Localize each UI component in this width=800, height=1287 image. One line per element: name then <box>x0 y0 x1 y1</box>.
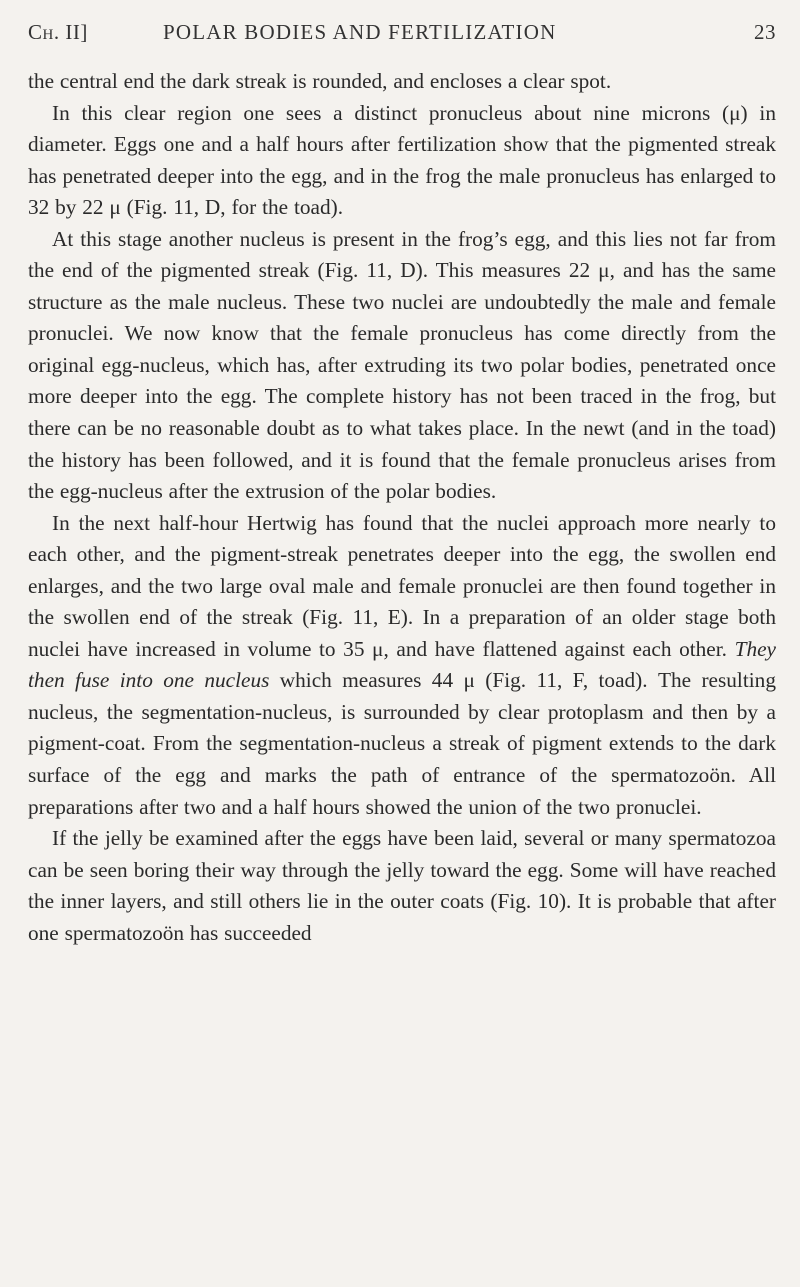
paragraph: If the jelly be examined after the eggs have been laid, several or many spermatozoa can be seen boring their way through the jelly toward the egg. Some will have reached the inner layers, and still others lie in the outer coats (Fig. 10). It is probable that after one spermatozoön has succeeded <box>28 826 776 945</box>
paragraph-text: which measures 44 μ (Fig. 11, F, toad). The resulting nucleus, the segmentation-nucleus, is surrounded by clear protoplasm and then by a pigment-coat. From the segmentation-nucleus a streak of pigment extends to the dark surface of the egg and marks the path of entrance of the spermatozoön. All preparations after two and a half hours showed the union of the two pronuclei. <box>28 668 776 819</box>
paragraph: At this stage another nucleus is present in the frog’s egg, and this lies not far from the end of the pigmented streak (Fig. 11, D). This measures 22 μ, and has the same structure as the male nucleus. These two nuclei are undoubtedly the male and female pronuclei. We now know that the female pronucleus has come directly from the original egg-nucleus, which has, after extruding its two polar bodies, penetrated once more deeper into the egg. The complete history has not been traced in the frog, but there can be no reasonable doubt as to what takes place. In the newt (and in the toad) the history has been followed, and it is found that the female pronucleus arises from the egg-nucleus after the extrusion of the polar bodies. <box>28 226 776 504</box>
paragraph-continuation: the central end the dark streak is rounded, and encloses a clear spot. <box>28 69 612 93</box>
chapter-label: Ch. II] <box>28 20 88 44</box>
page-number: 23 <box>754 20 776 44</box>
running-header <box>28 14 776 48</box>
paragraph <box>28 508 776 823</box>
paragraph-text: In the next half-hour Hertwig has found that the nuclei approach more nearly to each other, and the pigment-streak penetrates deeper into the egg, the swollen end enlarges, and the two large oval male and female pronuclei are then found together in the swollen end of the streak (Fig. 11, E). In a preparation of an older stage both nuclei have increased in volume to 35 μ, and have flattened against each other. <box>28 510 776 661</box>
paragraph: In this clear region one sees a distinct pronucleus about nine microns (μ) in diameter. Eggs one and a half hours after fertilization show that the pigmented streak has penetrated deeper into the egg, and in the frog the male pronucleus has enlarged to 32 by 22 μ (Fig. 11, D, for the toad). <box>28 100 776 220</box>
book-page <box>28 14 776 949</box>
body-text <box>28 66 776 949</box>
running-title: POLAR BODIES AND FERTILIZATION <box>163 20 557 44</box>
emphasized-text: They then fuse into one nucleus <box>28 636 776 693</box>
